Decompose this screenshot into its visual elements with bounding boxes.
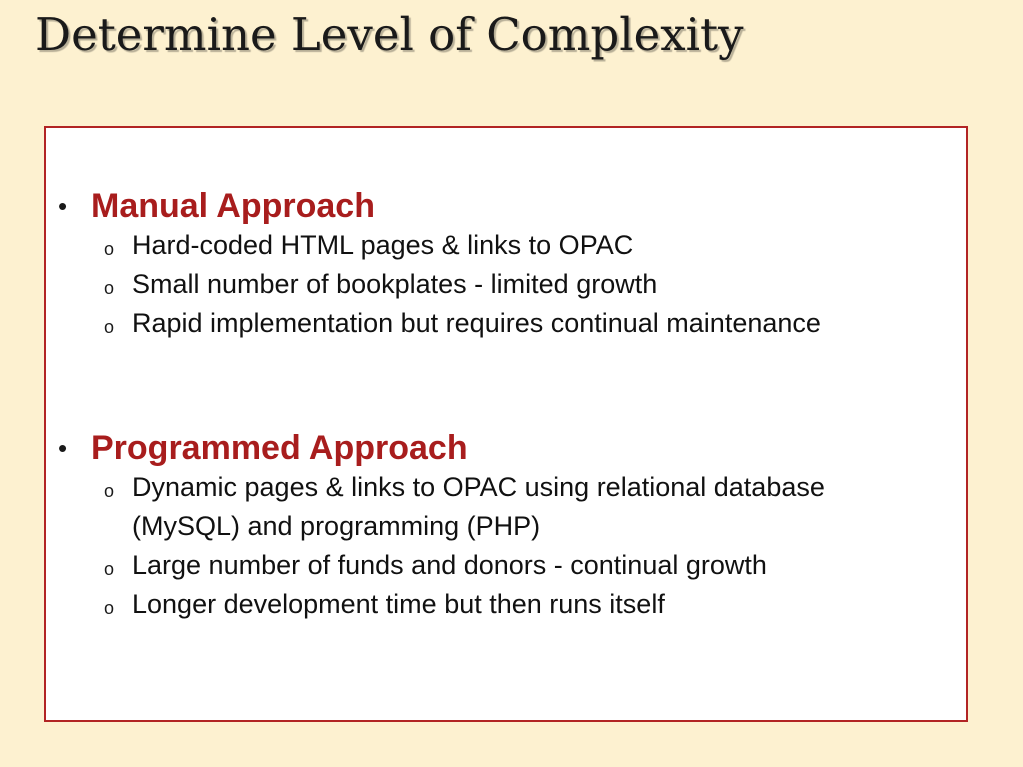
list-item: [46, 546, 966, 585]
section-heading: [46, 186, 966, 226]
content-box: [44, 126, 968, 722]
circle-bullet-icon: o: [104, 239, 115, 259]
section-heading: [46, 428, 966, 468]
circle-bullet-icon: o: [104, 559, 115, 579]
bullet-icon: •: [58, 191, 68, 221]
circle-bullet-icon: o: [104, 481, 115, 501]
section-programmed-approach: [46, 428, 966, 624]
bullet-list: [46, 468, 966, 624]
list-item: [46, 265, 966, 304]
circle-bullet-icon: o: [104, 598, 115, 618]
list-item-text: Large number of funds and donors - continual growth: [132, 550, 767, 580]
list-item-text: Rapid implementation but requires continual maintenance: [132, 308, 821, 338]
circle-bullet-icon: o: [104, 278, 115, 298]
bullet-list: [46, 226, 966, 343]
list-item: [46, 468, 966, 546]
section-heading-text: Programmed Approach: [91, 429, 468, 467]
list-item: [46, 304, 966, 343]
section-heading-text: Manual Approach: [91, 187, 375, 225]
circle-bullet-icon: o: [104, 317, 115, 337]
slide-title: Determine Level of Complexity: [35, 8, 744, 61]
list-item-text: Small number of bookplates - limited growth: [132, 269, 658, 299]
bullet-icon: •: [58, 433, 68, 463]
list-item: [46, 585, 966, 624]
list-item-text: Longer development time but then runs itself: [132, 589, 665, 619]
section-manual-approach: [46, 186, 966, 343]
list-item-text: Hard-coded HTML pages & links to OPAC: [132, 230, 634, 260]
list-item: [46, 226, 966, 265]
list-item-text: Dynamic pages & links to OPAC using relational database (MySQL) and programming (PHP): [132, 472, 825, 541]
